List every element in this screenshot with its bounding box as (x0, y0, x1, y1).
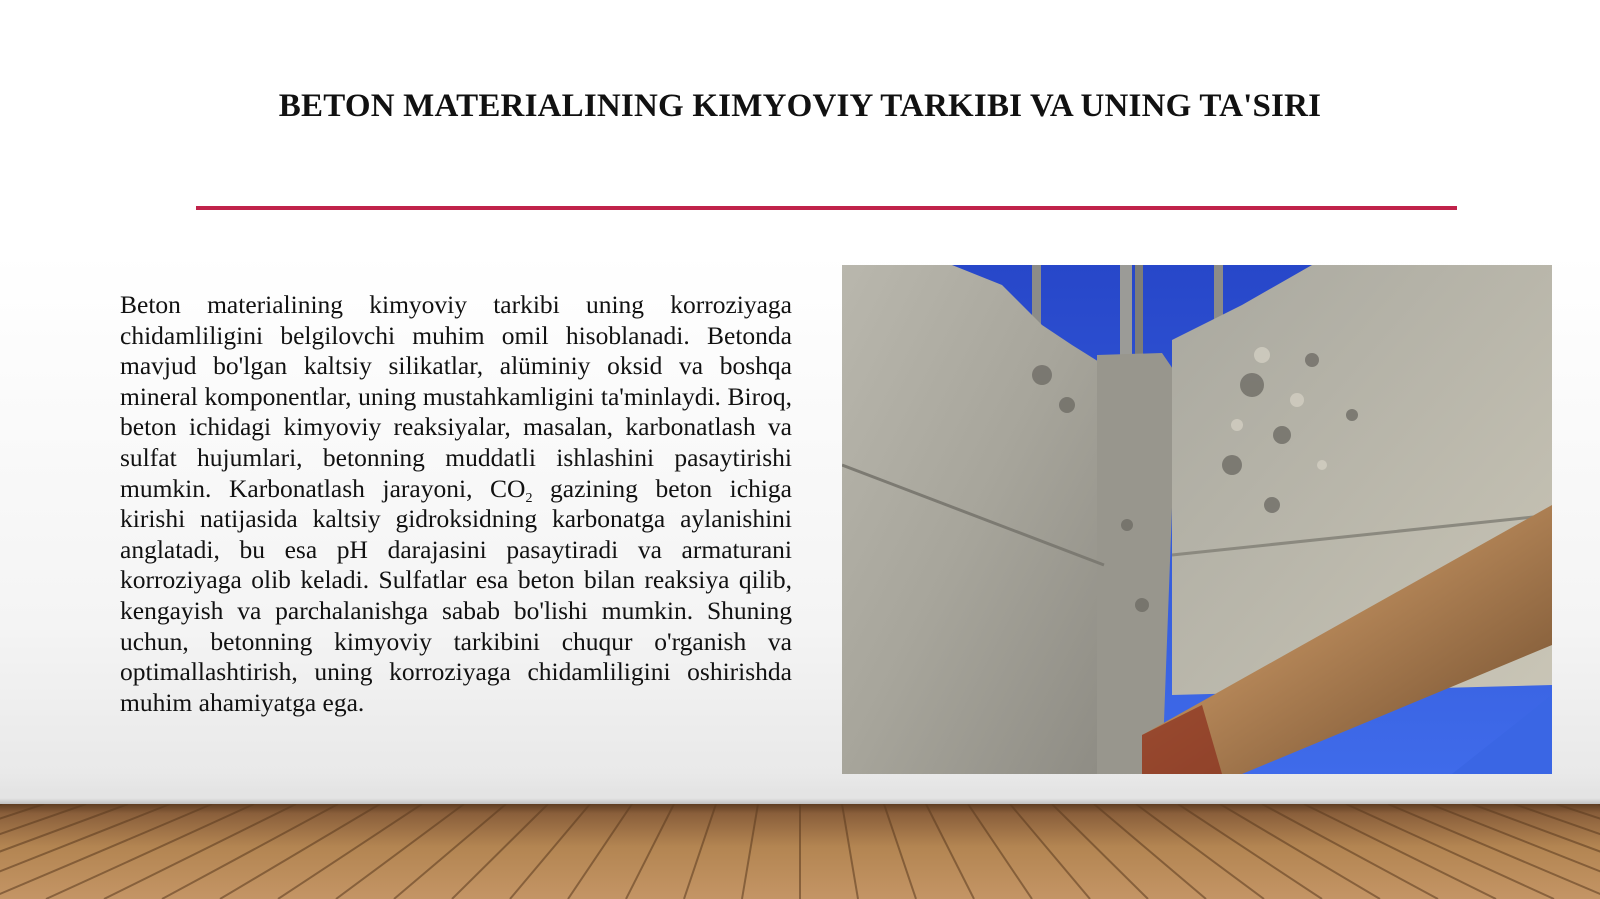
floor-plank-seam (1262, 804, 1438, 899)
floor-plank-seam (1430, 804, 1600, 899)
floor-plank-seam (394, 804, 506, 899)
floor-plank-seam (1346, 804, 1554, 899)
body-text-part-1: Beton materialining kimyoviy tarkibi uning korroziyaga chidamliligini belgilovchi muhim omil hisoblanadi. Betonda mavjud bo'lgan kaltsiy silikatlar, alüminiy oksid va boshqa mineral komponentlar, uning mustahkamligini ta'minlaydi. Biroq, beton ichidagi kimyoviy reaksiyalar, masalan, karbonatlash va sulfat hujumlari, betonning muddatli ishlashini pasaytirishi mumkin. Karbonatlash jarayoni, CO (120, 290, 792, 503)
floor-plank-seam (46, 804, 254, 899)
floor-plank-seam (162, 804, 338, 899)
slide-title: BETON MATERIALINING KIMYOVIY TARKIBI VA UNING TA'SIRI (278, 88, 1322, 124)
floor-plank-seam (842, 804, 858, 899)
floor-plank-seam (1388, 804, 1600, 899)
floor-plank-seam (684, 804, 716, 899)
body-text-part-2: gazining beton ichiga kirishi natijasida kaltsiy gidroksidning karbonatga aylanishini anglatadi, bu esa pH darajasini pasaytiradi va armaturani korroziyaga olib keladi. Sulfatlar esa beton bilan reaksiya qilib, kengayish va parchalanishga sabab bo'lishi mumkin. Shuning uchun, betonning kimyoviy tarkibini chuqur o'rganish va optimallashtirish, uning korroziyaga chidamliligini oshirishda muhim ahamiyatga ega. (120, 473, 792, 717)
floor-plank-seam (1514, 804, 1600, 899)
floor-plank-seam (1052, 804, 1148, 899)
body-paragraph (120, 290, 792, 718)
concrete-damage-photo (842, 265, 1552, 774)
wood-floor (0, 804, 1600, 899)
co2-subscript: 2 (525, 490, 533, 506)
floor-plank-seam (1094, 804, 1206, 899)
floor-plank-seam (626, 804, 674, 899)
floor-plank-seam (884, 804, 916, 899)
floor-plank-seam (0, 804, 170, 899)
floor-plank-seam (452, 804, 548, 899)
floor-plank-seam (0, 804, 212, 899)
floor-plank-seam (0, 804, 86, 899)
title-underline (196, 206, 1457, 210)
floor-plank-seam (742, 804, 758, 899)
floor-plank-seam (926, 804, 974, 899)
